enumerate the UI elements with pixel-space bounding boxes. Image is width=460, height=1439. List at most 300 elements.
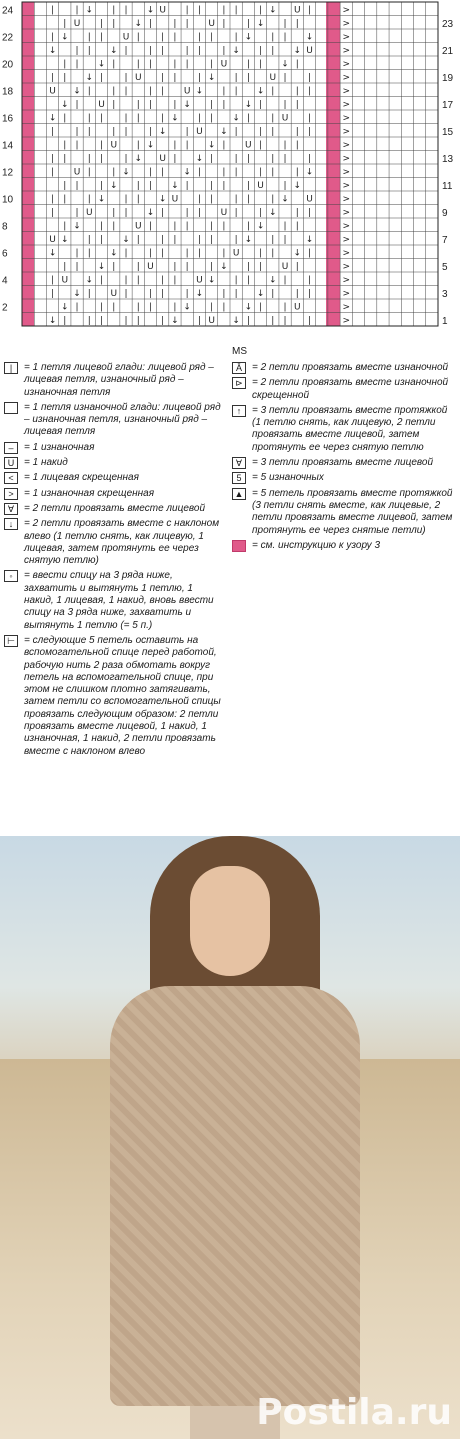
stitch-mark: > bbox=[342, 221, 351, 232]
stitch-mark: | bbox=[246, 154, 250, 164]
stitch-mark: | bbox=[100, 154, 104, 164]
five-purl-icon: 5 bbox=[232, 472, 246, 484]
stitch-mark: | bbox=[185, 127, 189, 137]
drop-stitch-icon: ◦ bbox=[4, 570, 18, 582]
stitch-mark: | bbox=[222, 46, 226, 56]
stitch-mark: U bbox=[85, 208, 93, 218]
stitch-mark: ↓ bbox=[146, 208, 155, 218]
stitch-mark: > bbox=[342, 316, 351, 326]
stitch-mark: | bbox=[283, 221, 287, 232]
p2tog-tbl-icon: ⊳ bbox=[232, 377, 246, 389]
stitch-mark: | bbox=[100, 19, 104, 29]
row-number-right: 1 bbox=[442, 316, 448, 327]
row-number-left: 24 bbox=[2, 5, 14, 17]
stitch-mark: | bbox=[197, 248, 201, 259]
stitch-mark: | bbox=[100, 113, 104, 124]
stitch-mark: > bbox=[342, 194, 351, 205]
stitch-mark: | bbox=[197, 5, 201, 16]
stitch-mark: | bbox=[197, 316, 201, 326]
row-number-left: 2 bbox=[2, 302, 8, 314]
legend-right-text: = 2 петли провязать вместе изнаночной bbox=[252, 362, 449, 373]
row-number-left: 14 bbox=[2, 140, 14, 152]
stitch-mark: U bbox=[306, 194, 313, 205]
stitch-mark: | bbox=[112, 5, 116, 16]
stitch-mark: | bbox=[283, 235, 287, 245]
legend-left-text: = следующие 5 петель оставить на вспомогательной спице перед работой, рабочую нить 2 раза обмотать вокруг петель на вспомогательной спице, при этом не слишком плотно затягивать, затем петли со вспомогательной спицы провязать следующим образом: 2 петли провязать вместе лицевой, 1 накид, 1 изнаночная, 1 накид, 2 петли провязать вместе с наклоном влево bbox=[24, 634, 221, 757]
stitch-mark: | bbox=[87, 194, 91, 205]
stitch-mark: | bbox=[210, 262, 214, 272]
stitch-mark: ↓ bbox=[256, 221, 265, 232]
stitch-mark: | bbox=[51, 167, 55, 178]
stitch-mark: | bbox=[124, 5, 128, 16]
stitch-mark: | bbox=[283, 154, 287, 164]
stitch-mark: | bbox=[185, 289, 189, 299]
stitch-mark: ↓ bbox=[48, 316, 57, 326]
stitch-mark: | bbox=[246, 19, 250, 29]
stitch-mark: U bbox=[196, 127, 203, 137]
legend-right-text: = 3 петли провязать вместе протяжкой (1 петлю снять, как лицевую, 2 петли провязать вместе лицевой, затем протянуть ее через снятую петлю bbox=[252, 404, 448, 453]
stitch-mark: | bbox=[75, 59, 79, 70]
stitch-mark: | bbox=[148, 181, 152, 191]
stitch-mark: | bbox=[210, 100, 214, 110]
legend-left-item bbox=[4, 518, 224, 567]
stitch-mark: | bbox=[87, 113, 91, 124]
legend-right-text: = см. инструкцию к узору 3 bbox=[252, 539, 381, 551]
stitch-mark: | bbox=[148, 127, 152, 137]
stitch-mark: ↓ bbox=[61, 100, 69, 110]
row-number-right: 23 bbox=[442, 19, 454, 30]
stitch-mark: | bbox=[271, 194, 275, 205]
stitch-mark: | bbox=[100, 316, 104, 326]
stitch-mark: | bbox=[283, 73, 287, 83]
stitch-mark: | bbox=[136, 275, 140, 286]
stitch-mark: | bbox=[173, 154, 177, 164]
stitch-mark: | bbox=[63, 316, 67, 326]
stitch-mark: | bbox=[222, 167, 226, 178]
stitch-mark: ↓ bbox=[158, 127, 167, 137]
stitch-mark: U bbox=[122, 32, 130, 43]
stitch-mark: > bbox=[342, 275, 351, 286]
stitch-mark: U bbox=[257, 181, 264, 191]
stitch-mark: | bbox=[161, 275, 165, 286]
stitch-mark: ↓ bbox=[171, 181, 179, 191]
stitch-mark: | bbox=[87, 167, 91, 178]
stitch-mark: U bbox=[281, 113, 289, 124]
stitch-mark: | bbox=[136, 235, 140, 245]
stitch-mark: | bbox=[136, 59, 140, 70]
stitch-mark: | bbox=[271, 316, 275, 326]
row-number-right: 21 bbox=[442, 46, 454, 57]
stitch-mark: ↓ bbox=[207, 73, 216, 83]
stitch-mark: | bbox=[124, 46, 128, 56]
stitch-mark: U bbox=[220, 208, 228, 218]
stitch-mark: | bbox=[173, 32, 177, 43]
stitch-mark: | bbox=[234, 208, 238, 218]
stitch-mark: | bbox=[271, 32, 275, 43]
row-number-left: 22 bbox=[2, 32, 14, 44]
stitch-mark: | bbox=[210, 154, 214, 164]
stitch-mark: ↓ bbox=[269, 5, 277, 16]
row-number-right: 3 bbox=[442, 289, 448, 300]
stitch-mark: | bbox=[148, 221, 152, 232]
stitch-mark: | bbox=[100, 32, 104, 43]
stitch-mark: | bbox=[295, 140, 299, 151]
stitch-mark: U bbox=[269, 73, 277, 83]
stitch-mark: | bbox=[234, 32, 238, 43]
stitch-mark: ↓ bbox=[97, 262, 106, 272]
stitch-mark: U bbox=[245, 140, 252, 151]
stitch-mark: | bbox=[185, 59, 189, 70]
stitch-mark: | bbox=[185, 140, 189, 151]
stitch-mark: U bbox=[281, 262, 289, 272]
stitch-mark: ↓ bbox=[85, 73, 94, 83]
stitch-mark: U bbox=[98, 100, 105, 110]
stitch-mark: ↓ bbox=[244, 32, 253, 43]
stitch-mark: | bbox=[271, 235, 275, 245]
legend-right-item bbox=[232, 362, 456, 374]
stitch-mark: > bbox=[342, 86, 351, 97]
stitch-mark: | bbox=[234, 5, 238, 16]
stitch-mark: U bbox=[73, 19, 81, 29]
stitch-mark: | bbox=[234, 154, 238, 164]
stitch-mark: | bbox=[173, 19, 177, 29]
stitch-mark: | bbox=[148, 167, 152, 178]
stitch-mark: | bbox=[259, 140, 263, 151]
stitch-mark: ↓ bbox=[109, 248, 118, 259]
stitch-mark: | bbox=[234, 127, 238, 137]
stitch-mark: | bbox=[234, 275, 238, 286]
stitch-mark: | bbox=[75, 262, 79, 272]
stitch-mark: | bbox=[112, 59, 116, 70]
stitch-mark: | bbox=[222, 181, 226, 191]
stitch-mark: | bbox=[51, 289, 55, 299]
sk2p-icon: ↑ bbox=[232, 405, 246, 417]
stitch-mark: | bbox=[246, 73, 250, 83]
legend-right-item bbox=[232, 472, 456, 484]
stitch-mark: > bbox=[342, 235, 351, 245]
stitch-mark: ↓ bbox=[293, 46, 302, 56]
stitch-mark: | bbox=[100, 302, 104, 313]
stitch-mark: U bbox=[306, 46, 313, 56]
stitch-mark: | bbox=[295, 262, 299, 272]
stitch-mark: | bbox=[124, 275, 128, 286]
stitch-mark: | bbox=[234, 194, 238, 205]
stitch-mark: | bbox=[308, 248, 312, 259]
stitch-mark: | bbox=[136, 262, 140, 272]
legend-left-item bbox=[4, 488, 224, 500]
stitch-mark: | bbox=[63, 194, 67, 205]
stitch-mark: U bbox=[49, 86, 56, 97]
stitch-mark: ↓ bbox=[48, 248, 57, 259]
stitch-mark: | bbox=[222, 221, 226, 232]
stitch-mark: ↓ bbox=[195, 289, 204, 299]
stitch-mark: | bbox=[63, 262, 67, 272]
stitch-mark: | bbox=[148, 248, 152, 259]
stitch-mark: ↓ bbox=[281, 194, 289, 205]
stitch-mark: > bbox=[342, 5, 351, 16]
stitch-mark: | bbox=[197, 32, 201, 43]
stitch-mark: ↓ bbox=[73, 289, 81, 299]
stitch-mark: | bbox=[308, 113, 312, 124]
stitch-mark: > bbox=[342, 181, 351, 191]
stitch-mark: | bbox=[234, 86, 238, 97]
stitch-mark: ↓ bbox=[195, 86, 204, 97]
stitch-mark: | bbox=[51, 194, 55, 205]
stitch-mark: U bbox=[293, 302, 301, 313]
stitch-mark: ↓ bbox=[109, 181, 118, 191]
stitch-mark: | bbox=[63, 154, 67, 164]
twisted-knit-icon: < bbox=[4, 472, 18, 484]
legend-right-text: = 5 изнаночных bbox=[252, 472, 324, 484]
stitch-mark: | bbox=[161, 86, 165, 97]
legend-right-item bbox=[232, 377, 456, 402]
stitch-mark: ↓ bbox=[305, 167, 314, 178]
stitch-mark: | bbox=[136, 302, 140, 313]
stitch-mark: > bbox=[342, 208, 351, 218]
stitch-mark: ↓ bbox=[305, 32, 314, 43]
stitch-mark: | bbox=[112, 86, 116, 97]
stitch-mark: | bbox=[222, 86, 226, 97]
stitch-mark: | bbox=[283, 275, 287, 286]
stitch-mark: | bbox=[308, 154, 312, 164]
stitch-mark: ↓ bbox=[171, 316, 179, 326]
row-number-left: 8 bbox=[2, 221, 8, 233]
stitch-mark: | bbox=[161, 248, 165, 259]
stitch-mark: | bbox=[246, 275, 250, 286]
stitch-mark: | bbox=[222, 140, 226, 151]
stitch-mark: | bbox=[283, 181, 287, 191]
legend-right-text: = 5 петель провязать вместе протяжкой (3 петли снять вместе, как лицевые, 2 петли провязать вместе лицевой, затем протянуть ее через снятые петли) bbox=[252, 487, 453, 536]
stitch-mark: > bbox=[342, 140, 351, 151]
stitch-mark: | bbox=[161, 73, 165, 83]
stitch-mark: | bbox=[136, 316, 140, 326]
legend-left-item bbox=[4, 472, 224, 484]
stitch-mark: | bbox=[87, 235, 91, 245]
stitch-mark: ↓ bbox=[293, 248, 302, 259]
stitch-mark: | bbox=[136, 113, 140, 124]
stitch-mark: | bbox=[283, 302, 287, 313]
stitch-mark: | bbox=[75, 5, 79, 16]
row-number-right: 19 bbox=[442, 73, 454, 84]
model-photo bbox=[0, 836, 460, 1439]
stitch-mark: ↓ bbox=[281, 59, 289, 70]
legend-left-item bbox=[4, 362, 224, 399]
stitch-mark: | bbox=[161, 113, 165, 124]
stitch-mark: | bbox=[210, 113, 214, 124]
legend-left-item bbox=[4, 457, 224, 469]
stitch-mark: | bbox=[148, 86, 152, 97]
stitch-mark: ↓ bbox=[73, 221, 81, 232]
legend-left-text: = 2 петли провязать вместе лицевой bbox=[24, 502, 206, 514]
stitch-mark: U bbox=[110, 140, 118, 151]
stitch-mark: | bbox=[124, 73, 128, 83]
stitch-mark: > bbox=[342, 46, 351, 56]
stitch-mark: | bbox=[271, 113, 275, 124]
stitch-mark: > bbox=[342, 73, 351, 83]
stitch-mark: | bbox=[259, 208, 263, 218]
stitch-mark: > bbox=[342, 19, 351, 29]
stitch-mark: ↓ bbox=[183, 167, 191, 178]
stitch-mark: | bbox=[100, 275, 104, 286]
stitch-mark: | bbox=[271, 154, 275, 164]
stitch-mark: | bbox=[271, 127, 275, 137]
stitch-mark: | bbox=[234, 73, 238, 83]
stitch-mark: | bbox=[112, 100, 116, 110]
purl-dash-icon: – bbox=[4, 442, 18, 454]
stitch-mark: | bbox=[259, 302, 263, 313]
stitch-mark: | bbox=[148, 302, 152, 313]
stitch-mark: | bbox=[63, 113, 67, 124]
yarn-over-icon: U bbox=[4, 457, 18, 469]
stitch-mark: | bbox=[222, 19, 226, 29]
stitch-mark: | bbox=[210, 221, 214, 232]
stitch-mark: | bbox=[246, 316, 250, 326]
stitch-mark: | bbox=[173, 275, 177, 286]
stitch-mark: U bbox=[49, 235, 56, 245]
stitch-mark: | bbox=[161, 316, 165, 326]
stitch-mark: | bbox=[87, 32, 91, 43]
legend-left-text: = 1 петля изнаночной глади: лицевой ряд – изнаночная петля, изнаночный ряд – лицевая петля bbox=[24, 401, 221, 438]
stitch-mark: | bbox=[63, 221, 67, 232]
stitch-mark: ↓ bbox=[183, 100, 191, 110]
stitch-mark: ↓ bbox=[97, 59, 106, 70]
stitch-mark: | bbox=[185, 5, 189, 16]
stitch-mark: | bbox=[51, 5, 55, 16]
stitch-mark: | bbox=[197, 167, 201, 178]
stitch-mark: ↓ bbox=[207, 275, 216, 286]
stitch-mark: | bbox=[283, 32, 287, 43]
stitch-mark: | bbox=[271, 86, 275, 97]
stitch-mark: | bbox=[308, 86, 312, 97]
stitch-mark: | bbox=[283, 19, 287, 29]
stitch-mark: ↓ bbox=[256, 19, 265, 29]
stitch-mark: | bbox=[112, 127, 116, 137]
stitch-mark: | bbox=[308, 5, 312, 16]
stitch-mark: > bbox=[342, 59, 351, 70]
stitch-mark: | bbox=[210, 181, 214, 191]
stitch-mark: | bbox=[51, 32, 55, 43]
stitch-mark: | bbox=[246, 262, 250, 272]
stitch-mark: | bbox=[87, 248, 91, 259]
stitch-mark: ↓ bbox=[73, 86, 81, 97]
stitch-mark: | bbox=[210, 194, 214, 205]
stitch-mark: | bbox=[222, 100, 226, 110]
stitch-mark: U bbox=[220, 59, 228, 70]
legend-right bbox=[232, 362, 456, 555]
stitch-mark: > bbox=[342, 113, 351, 124]
stitch-mark: | bbox=[87, 46, 91, 56]
stitch-mark: | bbox=[271, 248, 275, 259]
stitch-mark: ↓ bbox=[195, 154, 204, 164]
stitch-mark: | bbox=[51, 127, 55, 137]
stitch-mark: | bbox=[51, 208, 55, 218]
photo-cardigan bbox=[110, 986, 360, 1406]
stitch-mark: | bbox=[124, 289, 128, 299]
legend-left-item bbox=[4, 635, 224, 758]
legend-left-text: = 2 петли провязать вместе с наклоном влево (1 петлю снять, как лицевую, 1 лицевая, затем протянуть ее через снятую петлю) bbox=[24, 518, 220, 567]
row-number-left: 20 bbox=[2, 59, 14, 71]
knit-icon: | bbox=[4, 362, 18, 374]
stitch-mark: > bbox=[342, 262, 351, 272]
stitch-mark: | bbox=[75, 140, 79, 151]
stitch-mark: | bbox=[51, 73, 55, 83]
stitch-mark: | bbox=[87, 154, 91, 164]
stitch-mark: | bbox=[246, 113, 250, 124]
stitch-mark: | bbox=[124, 248, 128, 259]
stitch-mark: | bbox=[246, 194, 250, 205]
row-number-right: 17 bbox=[442, 100, 454, 111]
chart-grid bbox=[0, 0, 460, 360]
stitch-mark: U bbox=[196, 275, 203, 286]
stitch-mark: | bbox=[173, 100, 177, 110]
stitch-mark: ↓ bbox=[305, 235, 314, 245]
stitch-mark: | bbox=[124, 194, 128, 205]
stitch-mark: | bbox=[112, 302, 116, 313]
stitch-mark: | bbox=[295, 208, 299, 218]
stitch-mark: | bbox=[234, 235, 238, 245]
stitch-mark: | bbox=[246, 59, 250, 70]
stitch-mark: | bbox=[295, 167, 299, 178]
stitch-mark: > bbox=[342, 100, 351, 110]
stitch-mark: | bbox=[308, 275, 312, 286]
stitch-mark: | bbox=[222, 289, 226, 299]
legend-right-item bbox=[232, 540, 456, 552]
stitch-mark: | bbox=[161, 32, 165, 43]
stitch-mark: ↓ bbox=[97, 194, 106, 205]
stitch-mark: | bbox=[185, 181, 189, 191]
stitch-mark: | bbox=[75, 127, 79, 137]
stitch-mark: | bbox=[112, 167, 116, 178]
stitch-mark: | bbox=[308, 73, 312, 83]
row-number-right: 5 bbox=[442, 262, 448, 273]
stitch-mark: | bbox=[173, 235, 177, 245]
p2tog-icon: Ā bbox=[232, 362, 246, 374]
ms-label: MS bbox=[232, 346, 247, 357]
stitch-mark: | bbox=[308, 289, 312, 299]
stitch-mark: | bbox=[246, 221, 250, 232]
row-number-left: 4 bbox=[2, 275, 8, 287]
stitch-mark: | bbox=[308, 208, 312, 218]
stitch-mark: ↓ bbox=[269, 208, 277, 218]
stitch-mark: | bbox=[161, 208, 165, 218]
stitch-mark: > bbox=[342, 154, 351, 164]
stitch-mark: | bbox=[246, 181, 250, 191]
legend-right-text: = 2 петли провязать вместе изнаночной скрещенной bbox=[252, 377, 449, 401]
legend-left-text: = ввести спицу на 3 ряда ниже, захватить и вытянуть 1 петлю, 1 накид, 1 лицевая, 1 накид, вновь ввести спицу на 3 ряда ниже, захватить и вытянуть 1 петлю (= 5 п.) bbox=[24, 570, 214, 631]
stitch-mark: | bbox=[100, 181, 104, 191]
stitch-mark: | bbox=[75, 100, 79, 110]
stitch-mark: | bbox=[283, 140, 287, 151]
stitch-mark: | bbox=[259, 46, 263, 56]
row-number-left: 16 bbox=[2, 113, 14, 125]
legend-left-item bbox=[4, 570, 224, 631]
stitch-mark: | bbox=[271, 167, 275, 178]
stitch-mark: ↓ bbox=[146, 5, 155, 16]
legend-left-text: = 1 изнаночная bbox=[24, 441, 95, 453]
stitch-mark: | bbox=[234, 167, 238, 178]
stitch-mark: | bbox=[173, 59, 177, 70]
stitch-mark: ↓ bbox=[61, 302, 69, 313]
stitch-mark: | bbox=[136, 140, 140, 151]
photo-face bbox=[190, 866, 270, 976]
stitch-mark: | bbox=[100, 73, 104, 83]
stitch-mark: | bbox=[185, 221, 189, 232]
stitch-mark: ↓ bbox=[232, 46, 240, 56]
stitch-mark: | bbox=[210, 235, 214, 245]
stitch-mark: | bbox=[75, 302, 79, 313]
stitch-mark: ↓ bbox=[244, 100, 253, 110]
stitch-mark: | bbox=[295, 289, 299, 299]
